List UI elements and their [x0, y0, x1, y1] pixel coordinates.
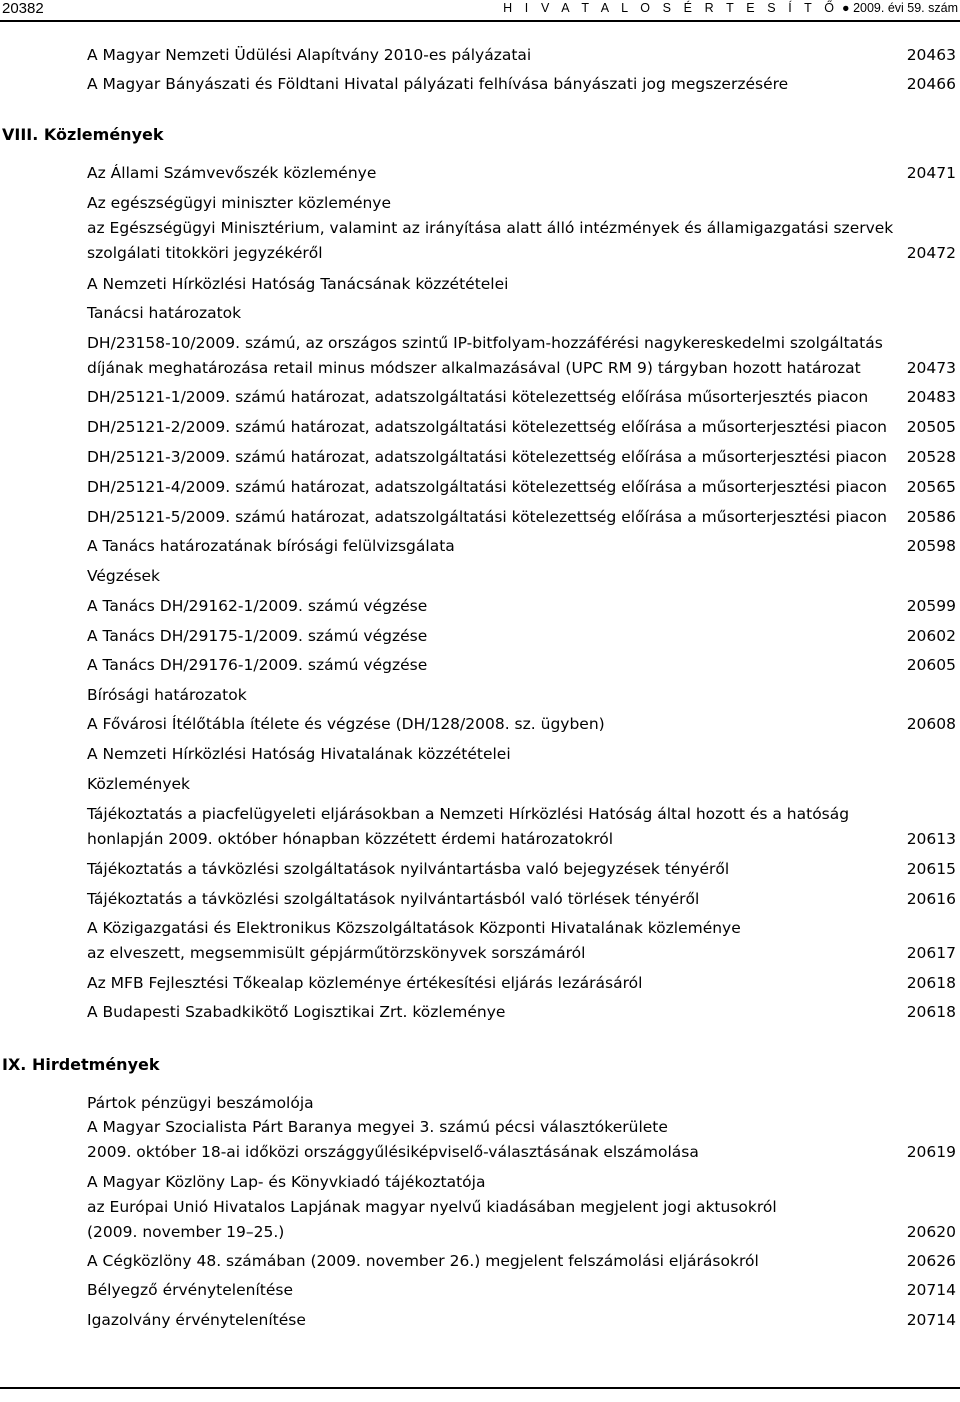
- header-rule: [0, 20, 960, 22]
- toc-entry[interactable]: [87, 1115, 956, 1165]
- toc-entry[interactable]: [87, 331, 956, 381]
- toc-entry[interactable]: [87, 1000, 956, 1025]
- footer-rule: [0, 1387, 960, 1389]
- toc-page-number: 20586: [906, 508, 956, 526]
- toc-page-number: 20714: [906, 1281, 956, 1299]
- toc-entry-title-line: A Fővárosi Ítélőtábla ítélete és végzése (DH/128/2008. sz. ügyben): [87, 715, 605, 733]
- toc-page-number: 20483: [906, 388, 956, 406]
- toc-entry[interactable]: [87, 772, 956, 797]
- toc-entry-title-line: A Nemzeti Hírközlési Hatóság Tanácsának közzétételei: [87, 275, 509, 293]
- toc-entry[interactable]: [87, 1308, 956, 1333]
- toc-entry[interactable]: [87, 564, 956, 589]
- toc-entry-title-line: DH/25121-3/2009. számú határozat, adatszolgáltatási kötelezettség előírása a műsorterjesztési piacon: [87, 448, 887, 466]
- toc-entry-title-line: 2009. október 18-ai időközi országgyűlésiképviselő-választásának elszámolása: [87, 1143, 699, 1161]
- toc-entry-title-line: A Magyar Bányászati és Földtani Hivatal pályázati felhívása bányászati jog megszerzésére: [87, 75, 789, 93]
- toc-entry-title-line: A Közigazgatási és Elektronikus Közszolgáltatások Központi Hivatalának közleménye: [87, 919, 741, 937]
- toc-page-number: 20472: [906, 244, 956, 262]
- toc-entry-title-line: A Budapesti Szabadkikötő Logisztikai Zrt. közleménye: [87, 1003, 506, 1021]
- toc-entry-title-line: Tanácsi határozatok: [87, 304, 242, 322]
- toc-page-number: 20615: [906, 860, 956, 878]
- toc-entry-title-line: Az Állami Számvevőszék közleménye: [87, 164, 377, 182]
- toc-page-number: 20528: [906, 448, 956, 466]
- toc-page-number: 20616: [906, 890, 956, 908]
- toc-entry-title-line: DH/25121-1/2009. számú határozat, adatszolgáltatási kötelezettség előírása műsorterjesztés piacon: [87, 388, 869, 406]
- toc-page-number: 20473: [906, 359, 956, 377]
- toc-entry-title-line: A Tanács DH/29175-1/2009. számú végzése: [87, 627, 428, 645]
- section-heading-ix: IX. Hirdetmények: [2, 1055, 160, 1074]
- toc-entry-title-line: DH/25121-5/2009. számú határozat, adatszolgáltatási kötelezettség előírása a műsorterjesztési piacon: [87, 508, 887, 526]
- toc-page-number: 20714: [906, 1311, 956, 1329]
- toc-entry-title-line: A Nemzeti Hírközlési Hatóság Hivatalának közzétételei: [87, 745, 511, 763]
- header-journal-info: H I V A T A L O S É R T E S Í T Ő ● 2009. évi 59. szám: [503, 1, 958, 15]
- toc-entry-title-line: Igazolvány érvénytelenítése: [87, 1311, 306, 1329]
- toc-entry-title-line: Tájékoztatás a piacfelügyeleti eljárásokban a Nemzeti Hírközlési Hatóság által hozott és a hatóság: [87, 805, 850, 823]
- toc-page-number: 20471: [906, 164, 956, 182]
- toc-entry[interactable]: [87, 653, 956, 678]
- toc-entry-title-line: DH/23158-10/2009. számú, az országos szintű IP-bitfolyam-hozzáférési nagykereskedelmi szolgáltatás: [87, 334, 883, 352]
- toc-entry-title-line: az Egészségügyi Minisztérium, valamint az irányítása alatt álló intézmények és államigazgatási szervek: [87, 219, 894, 237]
- toc-page-number: 20613: [906, 830, 956, 848]
- toc-entry[interactable]: [87, 971, 956, 996]
- toc-entry-title-line: A Tanács határozatának bírósági felülvizsgálata: [87, 537, 455, 555]
- toc-entry[interactable]: [87, 857, 956, 882]
- toc-page-number: 20620: [906, 1223, 956, 1241]
- toc-page-number: 20608: [906, 715, 956, 733]
- toc-entry-title-line: A Cégközlöny 48. számában (2009. november 26.) megjelent felszámolási eljárásokról: [87, 1252, 759, 1270]
- toc-entry[interactable]: [87, 301, 956, 326]
- issue-number: 2009. évi 59. szám: [853, 1, 958, 15]
- toc-entry-title-line: Tájékoztatás a távközlési szolgáltatások nyilvántartásba való bejegyzések tényéről: [87, 860, 730, 878]
- toc-entry-title-line: szolgálati titokköri jegyzékéről: [87, 244, 323, 262]
- toc-entry[interactable]: [87, 1170, 956, 1245]
- toc-entry[interactable]: [87, 385, 956, 410]
- header-page-number: 20382: [2, 0, 44, 17]
- toc-page-number: 20605: [906, 656, 956, 674]
- toc-entry[interactable]: [87, 712, 956, 737]
- toc-entry[interactable]: [87, 43, 956, 68]
- toc-entry-title-line: A Tanács DH/29176-1/2009. számú végzése: [87, 656, 428, 674]
- toc-entry[interactable]: [87, 624, 956, 649]
- toc-entry-title-line: Az MFB Fejlesztési Tőkealap közleménye értékesítési eljárás lezárásáról: [87, 974, 643, 992]
- toc-entry-title-line: Tájékoztatás a távközlési szolgáltatások nyilvántartásból való törlések tényéről: [87, 890, 700, 908]
- journal-title: H I V A T A L O S É R T E S Í T Ő: [503, 1, 839, 15]
- toc-entry-title-line: Végzések: [87, 567, 161, 585]
- toc-entry-title-line: A Magyar Közlöny Lap- és Könyvkiadó tájékoztatója: [87, 1173, 486, 1191]
- toc-entry[interactable]: [87, 72, 956, 97]
- toc-entry-title-line: Bírósági határozatok: [87, 686, 247, 704]
- toc-entry[interactable]: [87, 216, 956, 266]
- toc-entry-title-line: (2009. november 19–25.): [87, 1223, 285, 1241]
- toc-entry[interactable]: [87, 445, 956, 470]
- toc-entry[interactable]: [87, 505, 956, 530]
- toc-entry[interactable]: [87, 415, 956, 440]
- toc-entry[interactable]: [87, 191, 956, 216]
- toc-entry[interactable]: [87, 161, 956, 186]
- toc-entry-title-line: A Magyar Szocialista Párt Baranya megyei 3. számú pécsi választókerülete: [87, 1118, 668, 1136]
- toc-entry-title-line: Közlemények: [87, 775, 190, 793]
- section-heading-viii: VIII. Közlemények: [2, 125, 164, 144]
- toc-page-number: 20618: [906, 1003, 956, 1021]
- toc-page-number: 20565: [906, 478, 956, 496]
- toc-entry-title-line: Pártok pénzügyi beszámolója: [87, 1094, 314, 1112]
- toc-entry-title-line: A Tanács DH/29162-1/2009. számú végzése: [87, 597, 428, 615]
- toc-entry-title-line: DH/25121-4/2009. számú határozat, adatszolgáltatási kötelezettség előírása a műsorterjesztési piacon: [87, 478, 887, 496]
- toc-entry[interactable]: [87, 1249, 956, 1274]
- toc-entry[interactable]: [87, 272, 956, 297]
- toc-entry-title-line: Az egészségügyi miniszter közleménye: [87, 194, 392, 212]
- toc-page-number: 20619: [906, 1143, 956, 1161]
- toc-entry[interactable]: [87, 742, 956, 767]
- toc-entry-title-line: A Magyar Nemzeti Üdülési Alapítvány 2010-es pályázatai: [87, 46, 532, 64]
- toc-entry[interactable]: [87, 916, 956, 966]
- toc-page-number: 20599: [906, 597, 956, 615]
- toc-entry-title-line: honlapján 2009. október hónapban közzétett érdemi határozatokról: [87, 830, 614, 848]
- toc-entry[interactable]: [87, 683, 956, 708]
- toc-page-number: 20618: [906, 974, 956, 992]
- toc-entry[interactable]: [87, 802, 956, 852]
- toc-entry[interactable]: [87, 887, 956, 912]
- toc-entry[interactable]: [87, 1278, 956, 1303]
- toc-entry-title-line: Bélyegző érvénytelenítése: [87, 1281, 293, 1299]
- toc-page-number: 20466: [906, 75, 956, 93]
- toc-page-number: 20617: [906, 944, 956, 962]
- running-header: [0, 0, 960, 20]
- toc-page-number: 20602: [906, 627, 956, 645]
- toc-entry[interactable]: [87, 594, 956, 619]
- toc-page-number: 20463: [906, 46, 956, 64]
- toc-page-number: 20598: [906, 537, 956, 555]
- toc-page-number: 20626: [906, 1252, 956, 1270]
- toc-entry[interactable]: [87, 534, 956, 559]
- toc-entry[interactable]: [87, 1091, 956, 1116]
- toc-entry-title-line: díjának meghatározása retail minus módszer alkalmazásával (UPC RM 9) tárgyban hozott határozat: [87, 359, 861, 377]
- toc-entry-title-line: az Európai Unió Hivatalos Lapjának magyar nyelvű kiadásában megjelent jogi aktusokról: [87, 1198, 777, 1216]
- toc-entry-title-line: az elveszett, megsemmisült gépjárműtörzskönyvek sorszámáról: [87, 944, 586, 962]
- toc-entry-title-line: DH/25121-2/2009. számú határozat, adatszolgáltatási kötelezettség előírása a műsorterjesztési piacon: [87, 418, 887, 436]
- toc-entry[interactable]: [87, 475, 956, 500]
- toc-page-number: 20505: [906, 418, 956, 436]
